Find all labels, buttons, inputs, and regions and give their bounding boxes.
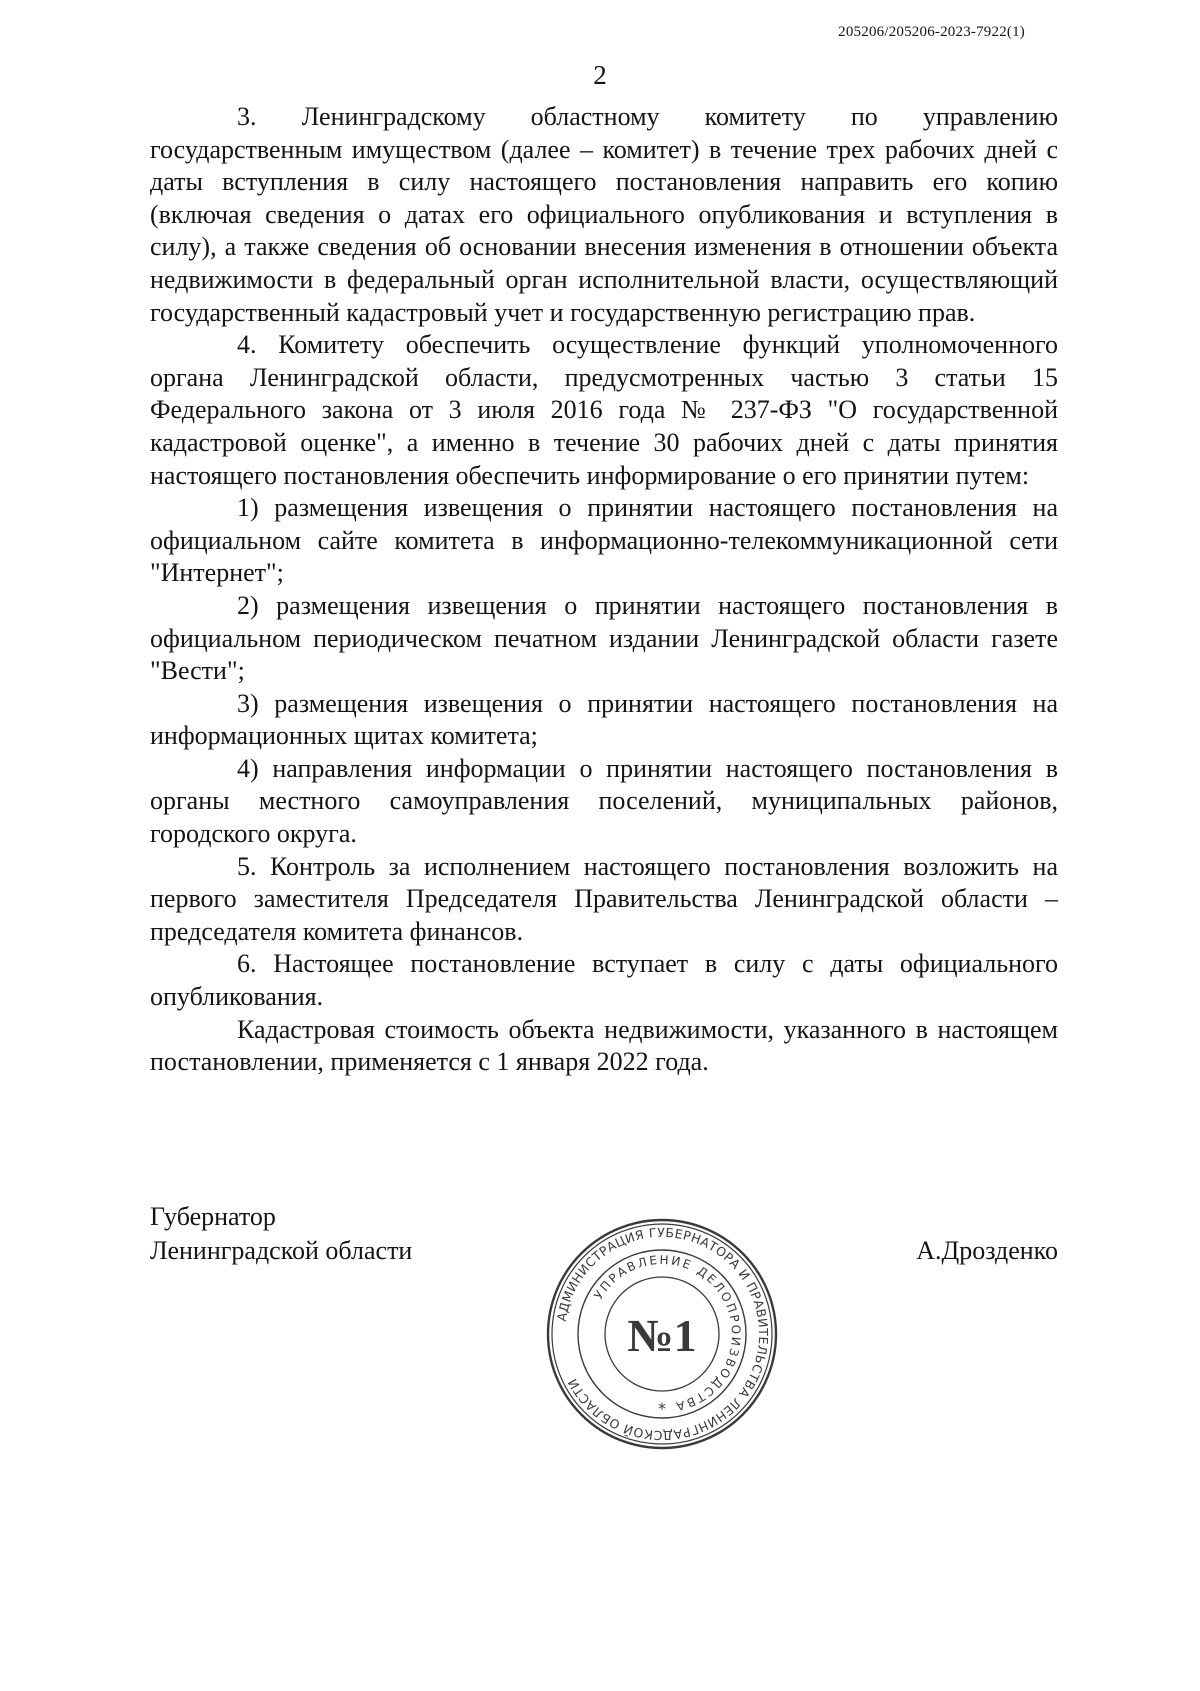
paragraph-item-3: 3. Ленинградскому областному комитету по управлению государственным имуществом (далее – комитет) в течение трех рабочих дней с даты вступления в силу настоящего постановления направить его копию (включая сведения о датах его официального опубликования и вступления в силу), а также сведения об основании внесения изменения в отношении объекта недвижимости в федеральный орган исполнительной власти, осуществляющий государственный кадастровый учет и государственную регистрацию прав. bbox=[150, 102, 1058, 327]
stamp-center-number: №1 bbox=[627, 1310, 697, 1361]
stamp-inner-text: УПРАВЛЕНИЕ ДЕЛОПРОИЗВОДСТВА bbox=[591, 1252, 744, 1414]
paragraph-item-5: 5. Контроль за исполнением настоящего постановления возложить на первого заместителя Председателя Правительства Ленинградской области – председателя комитета финансов. bbox=[150, 851, 1058, 946]
stamp-star: * bbox=[658, 1399, 666, 1418]
subitem-4: 4) направления информации о принятии настоящего постановления в органы местного самоуправления поселений, муниципальных районов, городского округа. bbox=[150, 753, 1058, 849]
page-number: 2 bbox=[593, 60, 607, 90]
signer-name: А.Дрозденко bbox=[916, 1236, 1058, 1265]
signature-region: Ленинградской области bbox=[150, 1236, 413, 1265]
subitem-3: 3) размещения извещения о принятии настоящего постановления на информационных щитах комитета; bbox=[150, 688, 1058, 751]
paragraph-effective-date: Кадастровая стоимость объекта недвижимости, указанного в настоящем постановлении, применяется с 1 января 2022 года. bbox=[150, 1014, 1058, 1077]
document-body bbox=[150, 101, 1058, 1079]
stamp-outer-text: АДМИНИСТРАЦИЯ ГУБЕРНАТОРА И ПРАВИТЕЛЬСТВА ЛЕНИНГРАДСКОЙ ОБЛАСТИ bbox=[553, 1224, 772, 1444]
paragraph-item-4: 4. Комитету обеспечить осуществление функций уполномоченного органа Ленинградской области, предусмотренных частью 3 статьи 15 Федерального закона от 3 июля 2016 года № 237-ФЗ "О государственной кадастровой оценке", а именно в течение 30 рабочих дней с даты принятия настоящего постановления обеспечить информирование о его принятии путем: bbox=[150, 330, 1058, 490]
official-stamp bbox=[544, 1216, 780, 1452]
subitem-1: 1) размещения извещения о принятии настоящего постановления на официальном сайте комитета в информационно-телекоммуникационной сети "Интернет"; bbox=[150, 493, 1058, 588]
paragraph-item-6: 6. Настоящее постановление вступает в силу с даты официального опубликования. bbox=[150, 949, 1058, 1012]
signature-position bbox=[150, 1200, 412, 1268]
subitem-2: 2) размещения извещения о принятии настоящего постановления в официальном периодическом печатном издании Ленинградской области газете "Вести"; bbox=[150, 590, 1058, 686]
signature-title: Губернатор bbox=[150, 1202, 276, 1231]
document-number: 205206/205206-2023-7922(1) bbox=[838, 24, 1025, 40]
